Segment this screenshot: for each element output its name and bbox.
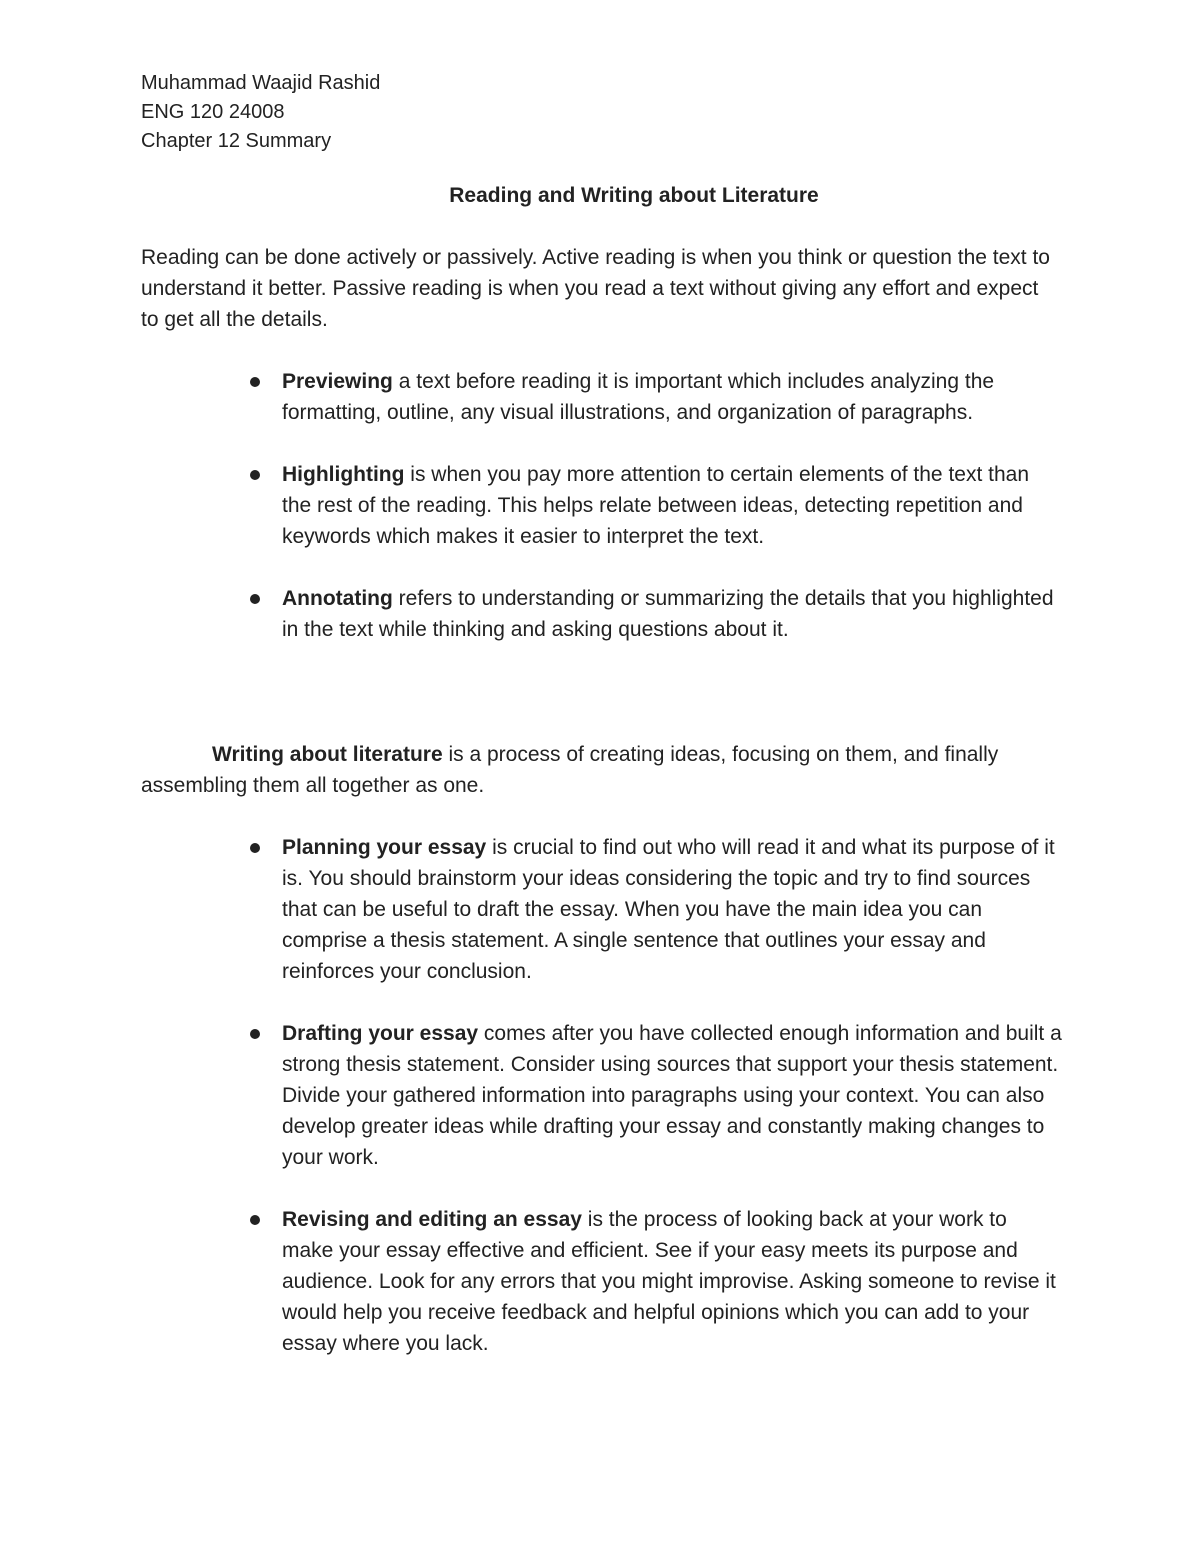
writing-intro-text: is a process of creating ideas, focusing on them, and finally assembling them all together as one.: [141, 743, 999, 797]
list-item: [0, 459, 1062, 552]
bullet-text: a text before reading it is important which includes analyzing the formatting, outline, any visual illustrations, and organization of paragraphs.: [282, 370, 995, 424]
bullet-text: comes after you have collected enough information and built a strong thesis statement. Consider using sources that support your thesis statement. Divide your gathered information into paragraphs using your context. You can also develop greater ideas while drafting your essay and constantly making changes to your work.: [282, 1022, 1062, 1169]
document-title: Reading and Writing about Literature: [449, 184, 819, 207]
document-header: [141, 69, 380, 156]
bullet-icon: [250, 843, 260, 853]
bullet-icon: [250, 377, 260, 387]
intro-paragraph: Reading can be done actively or passively. Active reading is when you think or question the text to understand it better. Passive reading is when you read a text without giving any effort and expect to get all the details.: [141, 246, 1050, 331]
bullet-icon: [250, 1215, 260, 1225]
bullet-icon: [250, 1029, 260, 1039]
bullet-term: Annotating: [282, 587, 393, 610]
list-item: [0, 583, 1062, 645]
bullet-text: is the process of looking back at your work to make your essay effective and efficient. See if your easy meets its purpose and audience. Look for any errors that you might improvise. Asking someone to revise it would help you receive feedback and helpful opinions which you can add to your essay where you lack.: [282, 1208, 1056, 1355]
writing-bullet-list: [0, 832, 1062, 1359]
bullet-icon: [250, 594, 260, 604]
bullet-text: is when you pay more attention to certain elements of the text than the rest of the reading. This helps relate between ideas, detecting repetition and keywords which makes it easier to interpret the text.: [282, 463, 1029, 548]
list-item: [0, 1204, 1062, 1359]
author-name: Muhammad Waajid Rashid: [141, 72, 381, 94]
list-item: [0, 832, 1062, 987]
bullet-term: Revising and editing an essay: [282, 1208, 582, 1231]
assignment-name: Chapter 12 Summary: [141, 130, 332, 152]
bullet-term: Previewing: [282, 370, 393, 393]
reading-bullet-list: [0, 366, 1062, 645]
bullet-text: refers to understanding or summarizing the details that you highlighted in the text while thinking and asking questions about it.: [282, 587, 1054, 641]
writing-intro-paragraph: [141, 739, 1061, 801]
course-code: ENG 120 24008: [141, 101, 285, 123]
bullet-icon: [250, 470, 260, 480]
bullet-text: is crucial to find out who will read it and what its purpose of it is. You should brainstorm your ideas considering the topic and try to find sources that can be useful to draft the essay. When you have the main idea you can comprise a thesis statement. A single sentence that outlines your essay and reinforces your conclusion.: [282, 836, 1055, 983]
bullet-term: Highlighting: [282, 463, 405, 486]
list-item: [0, 1018, 1062, 1173]
bullet-term: Drafting your essay: [282, 1022, 479, 1045]
list-item: [0, 366, 1062, 428]
writing-intro-term: Writing about literature: [212, 743, 443, 766]
bullet-term: Planning your essay: [282, 836, 487, 859]
